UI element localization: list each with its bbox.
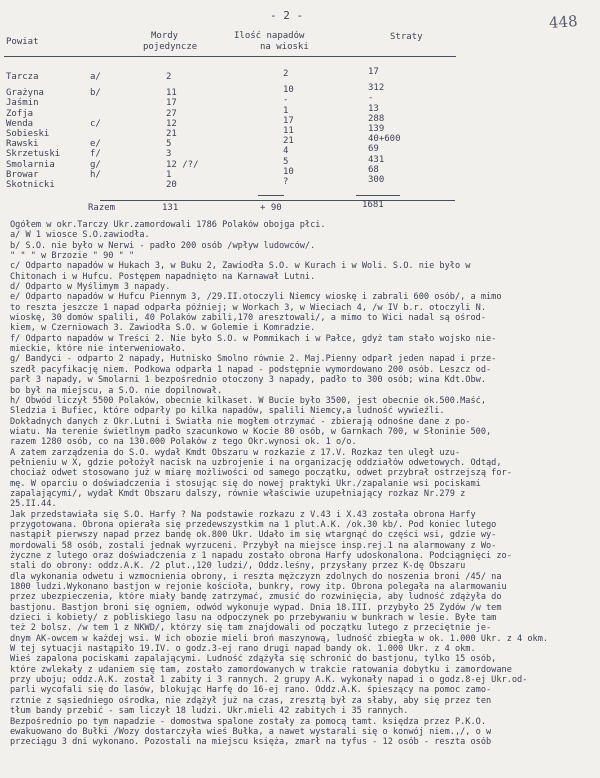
row-murders: 27: [166, 109, 177, 119]
row-note-mark: b/: [90, 88, 101, 98]
text-line: bastjonu. Bastjon broni się ogniem, odwód wykonuje wypad. Dnia 18.III. przybyło 25 Żydów /w tem: [10, 602, 502, 613]
text-line: d/ Odparto w Myślimym 3 napady.: [10, 282, 171, 293]
text-line: ewakuowano do Bułki /Wozy dostarczyła wieś Bułka, a nawet wystarali się o konwój niem.,/, o w: [10, 726, 492, 737]
row-losses: 17: [368, 67, 379, 77]
header-murders-line1: Mordy: [151, 31, 179, 41]
text-line: stali do obrony: oddz.A.K. /2 plut.,120 ludzi/, Oddz.leśny, przysłany przez K-dę Obszaru: [10, 561, 466, 572]
text-line: parli wycofali się do lasów, blokując Harfę do 16-ej rano. Oddz.A.K. śpieszący na pomoc zamo-: [10, 685, 492, 696]
text-line: życzne z lutego oraz doświadczenia z 1 napadu zostało obrona Harfy udoskonalona. Podciągnięci zo-: [10, 551, 512, 561]
text-line: to reszta jeszcze 1 napad odparła później; w Workach 3, w Wieciach 4, /w IV b.r. otoczyli N.: [10, 302, 486, 313]
row-attacks: ?: [283, 177, 289, 187]
row-attacks: 17: [283, 116, 294, 126]
text-line: mordowali 58 osób, zostali jednak wyrzuceni. Przybył na miejsce insp.rej.1 na alarmowany z Wo-: [10, 540, 497, 551]
archive-number: 448: [548, 12, 579, 32]
text-line: h/ Obwód liczył 5500 Polaków, obecnie kilkaset. W Bucie było 3500, jest obecnie ok.500.Maść,: [10, 395, 486, 406]
report-body: [10, 220, 590, 748]
row-attacks: 2: [283, 69, 289, 79]
row-murders: 3: [166, 149, 172, 159]
text-line: parł 3 napady, w Smolarni 1 bezpośrednio otoczony 3 napady, padło to 300 osób; wina Kdt.Obw.: [10, 375, 486, 386]
text-line: Wieś zapalona pociskami zapalającymi. Ludność zdążyła się schronić do bastjonu, tylko 15 osób,: [10, 654, 497, 665]
text-line: c/ Odparto napadów w Hukach 3, w Buku 2, Zawiodła S.O. w Kurach i w Woli. S.O. nie było w: [10, 261, 471, 272]
table-row: [6, 83, 456, 98]
text-line: tłum bandy przebić - sam liczył 18 ludzi. Ukr.mieli 42 zabitych i 35 rannych.: [10, 706, 409, 717]
text-line: przy uboju; oddz.A.K. został 1 zabity i 3 rannych. 2 grupy A.K. wykonały napad i o godz.8-ej Ukr.od-: [10, 675, 528, 686]
row-note-mark: g/: [90, 160, 101, 170]
row-note-mark: e/: [90, 139, 101, 149]
losses-sum-line: [356, 195, 400, 196]
row-note-mark: a/: [90, 72, 101, 82]
header-attacks-line2: na wioski: [260, 42, 309, 52]
text-line: chociaż odwet stosowano już w miarę możliwości od samego początku, odwet przybrał ostrzejszą for-: [10, 468, 512, 479]
header-murders-line2: pojedyncze: [143, 42, 198, 52]
row-murders: 12 /?/: [166, 160, 199, 170]
text-line: Jak przedstawiała się S.O. Harfy ? Na podstawie rozkazu z V.43 i X.43 została obrona Harfy: [10, 509, 476, 520]
text-line: dzieci i kobiety/ z pobliskiego lasu na odpoczynek po przebywaniu w bunkrach w lesie. Byłe tam: [10, 613, 497, 624]
total-divider: [100, 200, 455, 201]
row-losses: -: [368, 93, 374, 103]
text-line: wioskę, 30 domów spalili, 40 Polaków zabili,170 aresztowali/, a mimo to Wici nadal są ośrod-: [10, 313, 486, 324]
header-place: Powiat: [6, 37, 39, 47]
row-name: Smolarnia: [6, 160, 55, 170]
row-losses: 69: [368, 144, 379, 154]
row-losses: 431: [368, 155, 385, 165]
text-line: bo był na miejscu, a S.O. nie dopilnował.: [10, 385, 223, 396]
text-line: 1800 ludzi.Wykonano bastjon w rejonie kościoła, bunkry, rowy itp. Obrona polegała na alarmowaniu: [10, 582, 507, 593]
text-line: " " " w Brzozie " 90 " ": [10, 251, 135, 262]
row-note-mark: f/: [90, 149, 101, 159]
text-line: g/ Bandyci - odparto 2 napady, Hutnisko Smolno równie 2. Maj.Pienny odparł jeden napad i prze-: [10, 354, 497, 365]
row-murders: 5: [166, 139, 172, 149]
text-line: Ogółem w okr.Tarczy Ukr.zamordowali 1786 Polaków obojga płci.: [10, 220, 326, 230]
header-losses: Straty: [390, 32, 423, 42]
row-attacks: 4: [283, 146, 289, 156]
row-attacks: 5: [283, 157, 289, 167]
text-line: przygotowana. Obrona opierała się przedewszystkim na 1 plut.A.K. /ok.30 kb/. Pod koniec lutego: [10, 519, 497, 530]
text-line: kiem, w Czerniowach 3. Zawiodła S.O. w Golemie i Komradzie.: [10, 323, 316, 334]
row-attacks: 11: [283, 126, 294, 136]
row-attacks: 1: [283, 106, 289, 116]
row-losses: 68: [368, 165, 379, 175]
row-note-mark: c/: [90, 119, 101, 129]
row-name: Wenda: [6, 119, 34, 129]
text-line: przeciągu 3 dni wykonano. Pozostali na miejscu księża, zmarł na tyfus - 12 osób - reszta osób: [10, 737, 492, 748]
text-line: a/ W 1 wiosce S.O.zawiodła.: [10, 230, 150, 241]
text-line: e/ Odparto napadów w Hufcu Piennym 3, /29.II.otoczyli Niemcy wioskę i zabrali 600 osób/, a mimo: [10, 292, 502, 303]
row-losses: 40+600: [368, 134, 401, 144]
row-name: Skrzetuski: [6, 149, 61, 159]
total-losses: 1681: [362, 200, 384, 210]
text-line: rztnie z sąsiedniego ośrodka, nie zdążył już na czas, zresztą był za słaby, aby się przez ten: [10, 695, 492, 706]
text-line: dnym AK-owcem w każdej wsi. W ich obozie mieli broń maszynową, ludność zbiegła w ok. 1.000 Ukr. z 4 okm.: [10, 633, 549, 644]
row-name: Grażyna: [6, 88, 44, 98]
row-name: Tarcza: [6, 72, 39, 82]
row-murders: 11: [166, 88, 177, 98]
table-row: [6, 104, 456, 119]
row-name: Zofja: [6, 109, 34, 119]
text-line: zapalającymi/, wydał Kmdt Obszaru dalszy, równie właściwie uzupełniający rozkaz Nr.279 z: [10, 488, 466, 499]
total-label: Razem: [88, 203, 116, 213]
attacks-sum-line: [258, 195, 284, 196]
text-line: też 2 bolsz. /w tem 1 z NKWD/, którzy się tam znajdowali od początku lutego z przeciętnie je-: [10, 623, 492, 634]
text-line: Bezpośrednio po tym napadzie - domostwa spalone zostały za pomocą tamt. księdza przez P.K.O.: [10, 716, 486, 727]
table-row: [6, 155, 456, 170]
text-line: 25.II.44.: [10, 499, 57, 510]
header-attacks-line1: Ilość napadów: [234, 31, 305, 41]
text-line: Śledzia i Bufiec, które odparły po kilka napadów, spalili Niemcy,a ludność wywieźli.: [10, 406, 445, 417]
text-line: Chitonach i w Hufcu. Postępem napadnięto na Karnawał Lutni.: [10, 271, 316, 282]
text-line: Dokładnych danych z Okr.Lutni i Światła nie mogłem otrzymać - zbierają odnośne dane z po-: [10, 416, 471, 427]
total-attacks: + 90: [260, 203, 282, 213]
text-line: mieckie, które nie interweniowało.: [10, 344, 186, 355]
text-line: dla wykonania odwetu i wzmocnienia obrony, i reszta mężczyzn zdolnych do noszenia broni /45/ na: [10, 571, 502, 582]
header-divider: [4, 56, 456, 57]
text-line: mę. W oparciu o doświadczenia i stosując się do nowej praktyki Ukr./zapalanie wsi pociskami: [10, 478, 481, 489]
page-number: - 2 -: [270, 9, 304, 22]
row-name: Sobieski: [6, 129, 50, 139]
row-murders: 12: [166, 119, 177, 129]
row-name: Skotnicki: [6, 180, 55, 190]
row-murders: 1: [166, 170, 172, 180]
text-line: pełnieniu w X, gdzie położył nacisk na uzbrojenie i na organizację oddziałów odwetowych. Odtąd,: [10, 457, 502, 468]
row-note-mark: h/: [90, 170, 101, 180]
row-murders: 17: [166, 98, 177, 108]
row-losses: 300: [368, 175, 385, 185]
row-losses: 312: [368, 83, 385, 93]
row-losses: 139: [368, 124, 385, 134]
text-line: które zwlekały z udaniem się tam, zostało zamordowanych w trakcie ratowania dobytku i zamordowane: [10, 664, 512, 675]
text-line: b/ S.O. nie było w Nerwi - padło 200 osób /wpływ ludowców/.: [10, 240, 316, 251]
row-losses: 13: [368, 104, 379, 114]
row-murders: 21: [166, 129, 177, 139]
row-losses: 288: [368, 114, 385, 124]
text-line: W tej sytuacji nastąpiło 19.IV. o godz.3-ej rano drugi napad bandy ok. 1.000 Ukr. z 4 okm.: [10, 644, 476, 655]
text-line: nastąpił pierwszy napad przez bandę ok.800 Ukr. Udało im się wtargnąć do części wsi, gdzie wy-: [10, 530, 497, 541]
text-line: szedł pacyfikację niem. Podkowa odparła 1 napad - podstępnie wymordowano 200 osób. Leszcz od-: [10, 364, 492, 375]
text-line: wiatu. Na terenie świetlnym padło szacunkowo w Kocie 80 osób, w Garnkach 700, w Słoninie 500,: [10, 426, 492, 437]
text-line: razem 1280 osób, co na 130.000 Polaków z tego Okr.wynosi ok. 1 o/o.: [10, 437, 357, 448]
text-line: przez ubezpieczenia, które miały bandę zatrzymać, zmusić do rozwinięcia, aby ludność zdążyła do: [10, 592, 502, 603]
row-name: Rawski: [6, 139, 39, 149]
total-murders: 131: [162, 203, 179, 213]
text-line: A zatem zarządzenia do S.O. wydał Kmdt Obszaru w rozkazie z 17.V. Rozkaz ten uległ uzu-: [10, 447, 461, 458]
text-line: f/ Odparto napadów w Treści 2. Nie było S.O. w Pommikach i w Pałce, gdyż tam stało wojsko nie-: [10, 333, 497, 344]
row-name: Browar: [6, 170, 39, 180]
row-name: Jaśmin: [6, 98, 39, 108]
row-attacks: 10: [283, 85, 294, 95]
row-attacks: 10: [283, 167, 294, 177]
row-murders: 2: [166, 72, 172, 82]
row-murders: 20: [166, 180, 177, 190]
row-attacks: -: [283, 95, 289, 105]
table-row: [6, 67, 456, 82]
row-attacks: 21: [283, 136, 294, 146]
